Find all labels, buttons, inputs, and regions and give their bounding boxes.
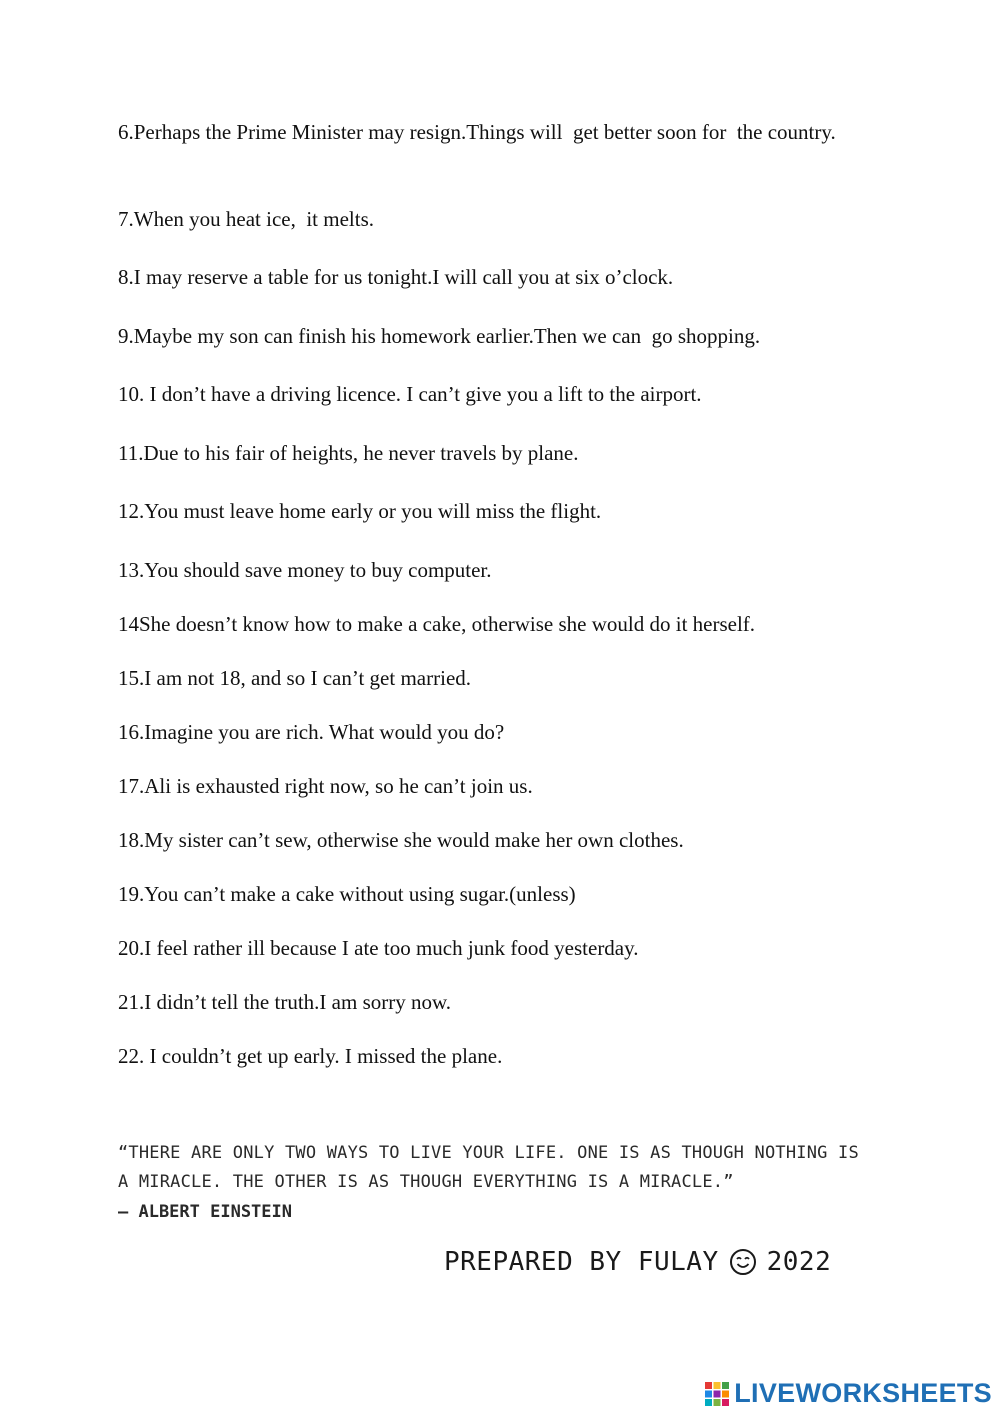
sentence-10: 10. I don’t have a driving licence. I can’t give you a lift to the airport. (118, 382, 702, 406)
prepared-by-footer (444, 1244, 831, 1280)
sentence-8: 8.I may reserve a table for us tonight.I will call you at six o’clock. (118, 265, 674, 289)
sentence-9: 9.Maybe my son can finish his homework earlier.Then we can go shopping. (118, 324, 761, 348)
sentence-11: 11.Due to his fair of heights, he never travels by plane. (118, 441, 579, 465)
prepared-year: 2022 (766, 1247, 832, 1277)
sentence-16: 16.Imagine you are rich. What would you do? (118, 720, 505, 744)
liveworksheets-wordmark: LIVEWORKSHEETS (734, 1378, 992, 1408)
sentence-21: 21.I didn’t tell the truth.I am sorry now. (118, 990, 452, 1014)
sentence-15: 15.I am not 18, and so I can’t get married. (118, 666, 472, 690)
quote-author: — ALBERT EINSTEIN (118, 1202, 292, 1222)
sentence-17: 17.Ali is exhausted right now, so he can’t join us. (118, 774, 533, 798)
prepared-by-label: PREPARED BY FULAY (444, 1247, 719, 1277)
sentence-18: 18.My sister can’t sew, otherwise she would make her own clothes. (118, 828, 684, 852)
sentence-22: 22. I couldn’t get up early. I missed the plane. (118, 1044, 503, 1068)
sentence-12: 12.You must leave home early or you will miss the flight. (118, 499, 602, 523)
sentence-20: 20.I feel rather ill because I ate too much junk food yesterday. (118, 936, 639, 960)
liveworksheets-brand (704, 1378, 992, 1409)
sentence-19: 19.You can’t make a cake without using sugar.(unless) (118, 882, 576, 906)
sentence-7: 7.When you heat ice, it melts. (118, 207, 375, 231)
sentence-13: 13.You should save money to buy computer. (118, 558, 492, 582)
liveworksheets-logo-icon (704, 1381, 730, 1407)
einstein-quote: “THERE ARE ONLY TWO WAYS TO LIVE YOUR LIFE. ONE IS AS THOUGH NOTHING IS A MIRACLE. THE OTHER IS AS THOUGH EVERYTHING IS A MIRACLE.” (118, 1143, 859, 1192)
smiling-face-icon (729, 1248, 757, 1276)
sentence-14: 14She doesn’t know how to make a cake, otherwise she would do it herself. (118, 612, 756, 636)
sentence-6: 6.Perhaps the Prime Minister may resign.Things will get better soon for the country. (118, 120, 836, 144)
